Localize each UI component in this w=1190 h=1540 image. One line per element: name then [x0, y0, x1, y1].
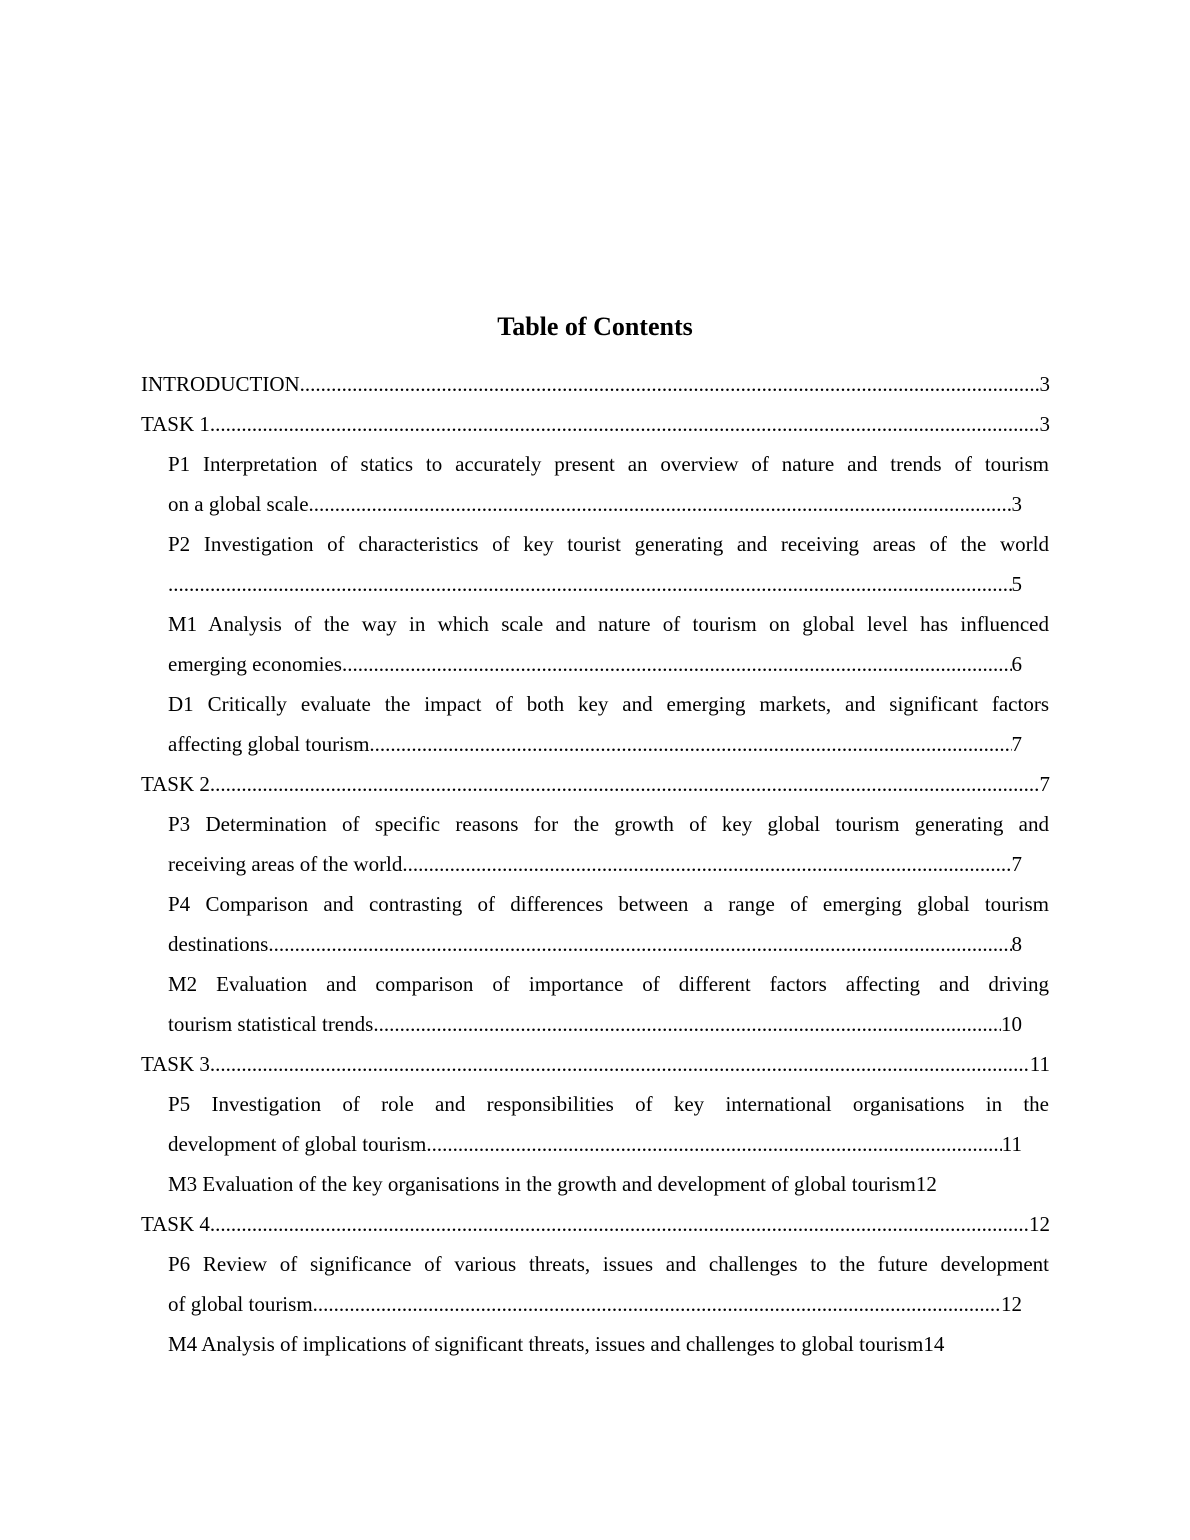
- toc-entry-text: M4 Analysis of implications of significant threats, issues and challenges to global tourism: [168, 1332, 924, 1356]
- toc-page-number: 14: [923, 1332, 945, 1356]
- toc-page-number: 3: [1039, 372, 1050, 396]
- dot-leader: [210, 404, 1040, 444]
- toc-page-number: 12: [1001, 1292, 1022, 1316]
- dot-leader: [268, 924, 1011, 964]
- toc-entry-p4[interactable]: P4 Comparison and contrasting of differences between a range of emerging global tourism: [168, 892, 1049, 916]
- toc-entry-p5-cont[interactable]: [168, 1124, 1022, 1164]
- toc-entry-m3[interactable]: [168, 1164, 1049, 1204]
- toc-page-number: 8: [1011, 932, 1022, 956]
- toc-page-number: 10: [1001, 1012, 1022, 1036]
- toc-entry-text: TASK 2: [141, 772, 210, 796]
- toc-entry-task-1[interactable]: [141, 404, 1050, 444]
- dot-leader: [369, 724, 1011, 764]
- dot-leader: [300, 364, 1040, 404]
- dot-leader: [342, 644, 1012, 684]
- toc-entry-p2[interactable]: P2 Investigation of characteristics of key tourist generating and receiving areas of the world: [168, 532, 1049, 556]
- toc-entry-text: emerging economies: [168, 652, 342, 676]
- toc-entry-introduction[interactable]: [141, 364, 1050, 404]
- toc-entry-task-3[interactable]: [141, 1044, 1050, 1084]
- toc-entry-m1-cont[interactable]: [168, 644, 1022, 684]
- toc-page-number: 3: [1011, 492, 1022, 516]
- toc-entry-p2-cont[interactable]: [168, 564, 1022, 604]
- toc-page-number: 3: [1039, 412, 1050, 436]
- toc-page-number: 11: [1001, 1132, 1022, 1156]
- toc-page-number: 7: [1011, 852, 1022, 876]
- toc-entry-task-4[interactable]: [141, 1204, 1050, 1244]
- dot-leader: [210, 1204, 1029, 1244]
- toc-entry-text: TASK 4: [141, 1212, 210, 1236]
- dot-leader: [210, 1044, 1030, 1084]
- toc-entry-text: tourism statistical trends: [168, 1012, 374, 1036]
- toc-entry-p5[interactable]: P5 Investigation of role and responsibilities of key international organisations in the: [168, 1092, 1049, 1116]
- toc-page-number: 7: [1039, 772, 1050, 796]
- dot-leader: [373, 1004, 1001, 1044]
- toc-entry-m2[interactable]: M2 Evaluation and comparison of importance of different factors affecting and driving: [168, 972, 1049, 996]
- toc-entry-d1-cont[interactable]: [168, 724, 1022, 764]
- toc-entry-p3[interactable]: P3 Determination of specific reasons for the growth of key global tourism generating and: [168, 812, 1049, 836]
- dot-leader: [313, 1284, 1001, 1324]
- dot-leader: [168, 564, 1012, 604]
- toc-entry-p3-cont[interactable]: [168, 844, 1022, 884]
- toc-entry-m4[interactable]: [168, 1324, 1049, 1364]
- toc-entry-text: TASK 1: [141, 412, 210, 436]
- toc-entry-d1[interactable]: D1 Critically evaluate the impact of both key and emerging markets, and significant factors: [168, 692, 1049, 716]
- toc-entry-text: receiving areas of the world: [168, 852, 403, 876]
- toc-entry-text: on a global scale: [168, 492, 309, 516]
- toc-entry-text: destinations: [168, 932, 269, 956]
- toc-entry-text: M3 Evaluation of the key organisations in the growth and development of global tourism: [168, 1172, 916, 1196]
- toc-entry-text: TASK 3: [141, 1052, 210, 1076]
- dot-leader: [210, 764, 1040, 804]
- toc-entry-p1[interactable]: P1 Interpretation of statics to accurately present an overview of nature and trends of tourism: [168, 452, 1049, 476]
- toc-page-number: 7: [1011, 732, 1022, 756]
- toc-entry-task-2[interactable]: [141, 764, 1050, 804]
- toc-entry-p6[interactable]: P6 Review of significance of various threats, issues and challenges to the future development: [168, 1252, 1049, 1276]
- toc-page-number: 12: [915, 1172, 937, 1196]
- toc-title: Table of Contents: [497, 312, 693, 341]
- dot-leader: [309, 484, 1012, 524]
- toc-page-number: 5: [1011, 572, 1022, 596]
- toc-entry-text: INTRODUCTION: [141, 372, 300, 396]
- toc-entry-m2-cont[interactable]: [168, 1004, 1022, 1044]
- toc-entry-p6-cont[interactable]: [168, 1284, 1022, 1324]
- toc-page-number: 11: [1029, 1052, 1050, 1076]
- toc-entry-m1[interactable]: M1 Analysis of the way in which scale and nature of tourism on global level has influenced: [168, 612, 1049, 636]
- toc-page-number: 12: [1029, 1212, 1050, 1236]
- toc-entry-text: development of global tourism: [168, 1132, 427, 1156]
- toc-entry-p4-cont[interactable]: [168, 924, 1022, 964]
- dot-leader: [426, 1124, 1001, 1164]
- toc-entry-p1-cont[interactable]: [168, 484, 1022, 524]
- toc-page-number: 6: [1011, 652, 1022, 676]
- toc-entry-text: affecting global tourism: [168, 732, 370, 756]
- toc-entry-text: of global tourism: [168, 1292, 313, 1316]
- dot-leader: [402, 844, 1011, 884]
